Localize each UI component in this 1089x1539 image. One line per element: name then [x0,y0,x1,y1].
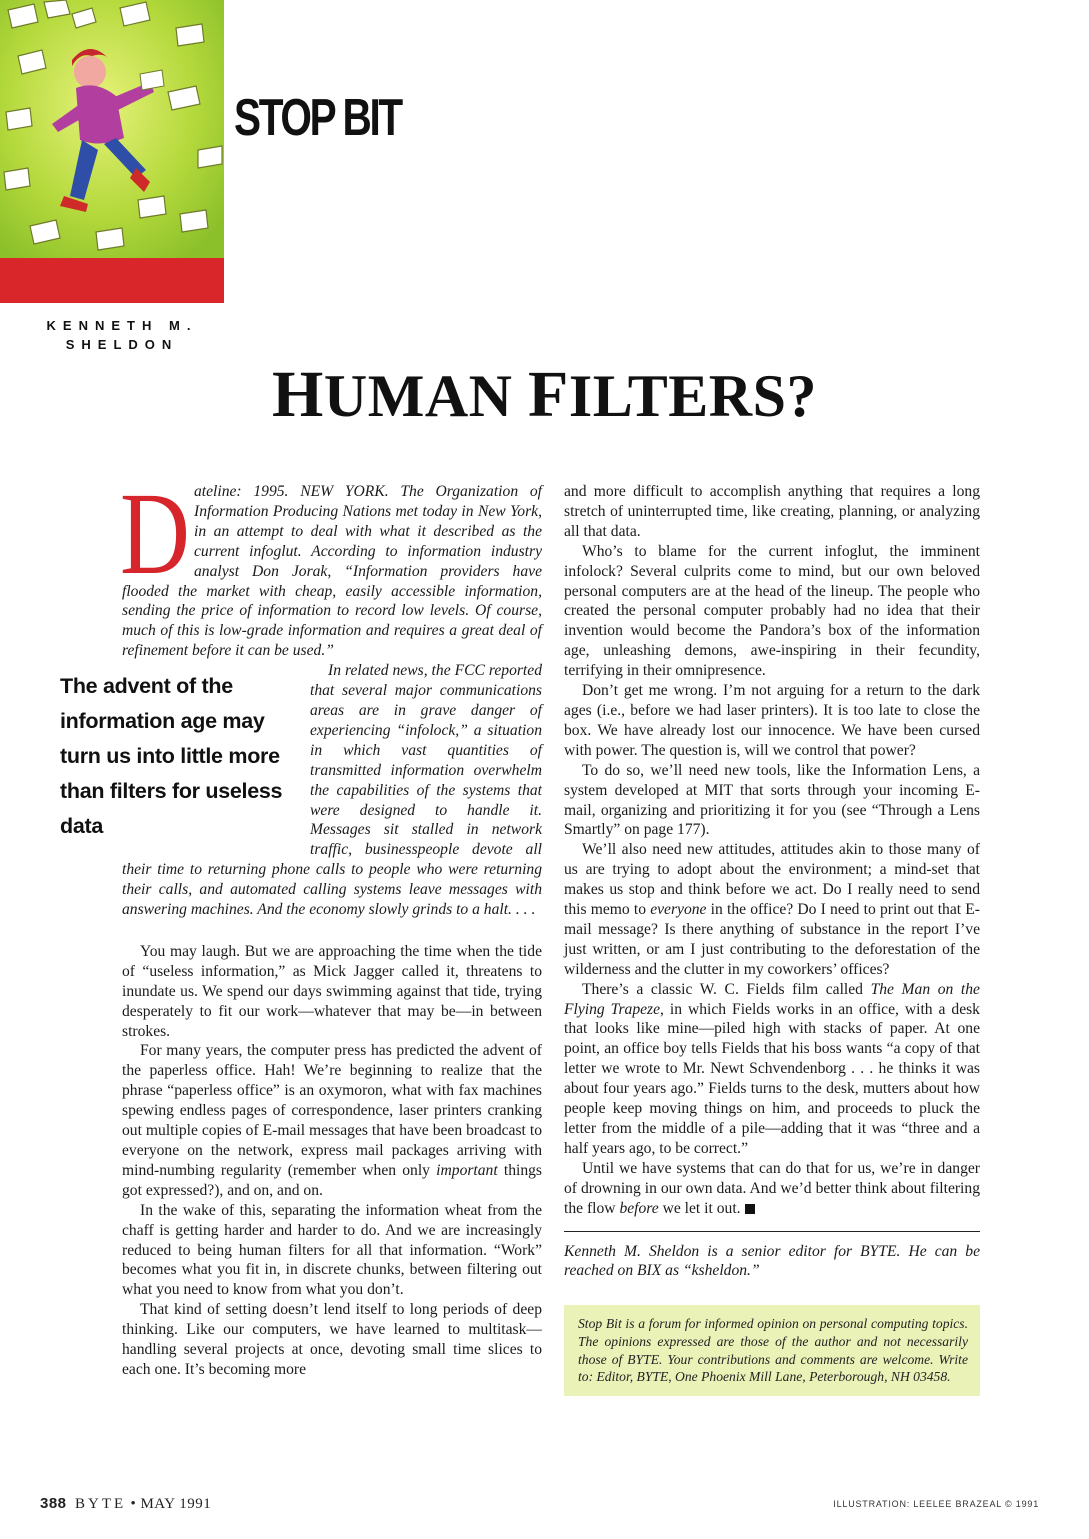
body-text: in the office? Do I need to print out that E-mail message? Is there anything of substance in the report I’ve just written, or am I just contributing to the deforestation of the wilderness and the clutter in my coworkers’ offices? [564,901,980,978]
film-title: The Man on the Flying Trapeze [564,980,980,1018]
body-paragraph: To do so, we’ll need new tools, like the Information Lens, a system developed at MIT that sorts through your incoming E-mail, organizing and prioritizing it for you (see “Through a Lens Smartly” on page 177). [564,761,980,839]
drop-cap: D [120,468,190,599]
illustration-running-figure [0,0,224,303]
magazine-name: BYTE [75,1496,127,1512]
author-bio: Kenneth M. Sheldon is a senior editor for BYTE. He can be reached on BIX as “ksheldon.” [564,1242,980,1280]
right-column [564,482,980,1396]
emphasis-text: everyone [650,901,707,919]
body-text: There’s a classic W. C. Fields film called [582,980,871,998]
column-disclaimer-box: Stop Bit is a forum for informed opinion on personal computing topics. The opinions expressed are those of the author and not necessarily those of BYTE. Your contributions and comments are welcome. Write to: Editor, BYTE, One Phoenix Mill Lane, Peterborough, NH 03458. [564,1305,980,1395]
body-text: things got expressed?), and on, and on. [122,1161,543,1199]
body-paragraph [122,1041,542,1200]
article-headline [0,360,1089,431]
body-paragraph [564,980,980,1159]
end-mark-icon [745,1204,755,1214]
body-paragraph [564,1159,980,1219]
body-paragraph: Who’s to blame for the current infoglut, the imminent infolock? Several culprits come to mind, but our own beloved personal computers are at the head of the lineup. The people who created the personal computer probably had no idea that their invention would become the Pandora’s box of the information age, unleashing demons, awe-inspiring in their fecundity, terrifying in their omnipresence. [564,542,980,680]
body-paragraph: In the wake of this, separating the information wheat from the chaff is getting harder and harder to do. And we are increasingly reduced to being human filters for all that information. “Work” becomes what you fit in, in discrete chunks, between filtering out what you need to know from what you don’t. [122,1201,542,1299]
body-paragraph: Don’t get me wrong. I’m not arguing for a return to the dark ages (i.e., before we had laser printers). It is too late to close the box. We have already lost our innocence. We have been cursed with power. The question is, will we control that power? [564,682,980,759]
body-text: Until we have systems that can do that for us, we’re in danger of drowning in our own data. And we’d better think about filtering the flow [564,1159,980,1217]
body-paragraph: That kind of setting doesn’t lend itself to long periods of deep thinking. Like our computers, we have learned to multitask—handling several projects at once, devoting small time slices to each one. It’s becoming more [122,1301,542,1378]
body-text: we let it out. [658,1199,741,1217]
page-footer [40,1495,211,1513]
left-column [60,468,543,1380]
column-label: STOP BIT [234,89,401,147]
pull-quote: The advent of the information age may turn us into little more than filters for useless data [60,674,283,839]
divider [564,1231,980,1232]
footer-separator: • [130,1496,137,1512]
author-first-name: KENNETH M. [46,318,198,333]
body-paragraph [564,840,980,979]
byline [22,316,222,354]
intro-paragraph: ateline: 1995. NEW YORK. The Organization of Information Producing Nations met today in New York, in an attempt to deal with what it described as the current infoglut. According to information industry analyst Don Jorak, “Information providers have flooded the market with cheap, easily accessible information, sending the price of information to record low levels. Of course, much of this is low-grade information and requires a great deal of refinement before it can be used.” [122,483,542,660]
headline-rest-2: ILTERS? [568,363,817,429]
headline-rest-1: UMAN [323,363,529,429]
intro-paragraph: In related news, the FCC reported that several major communications areas are in grave danger of experiencing “infolock,” a situation in which vast quantities of transmitted information overwhelm the capabilities of the systems that were designed to handle it. Messages sit stalled in network traffic, businesspeople devote all their time to returning phone calls to people who were returning their calls, and automated calling systems leave messages with answering machines. And the economy slowly grinds to a halt. . . . [122,662,542,919]
issue-date: MAY 1991 [140,1496,212,1512]
headline-cap-1: H [272,358,324,431]
emphasis-text: important [436,1161,498,1179]
body-text: For many years, the computer press has predicted the advent of the paperless office. Hah! We’re beginning to realize that the phrase “paperless office” is an oxymoron, what with fax machines spewing endless pages of correspondence, laser printers cranking out multiple copies of E-mail messages that have been broadcast to everyone on the network, express mail packages arriving with mind-numbing regularity (remember when only [122,1042,542,1179]
body-text: We’ll also need new attitudes, attitudes akin to those many of us are trying to adopt about the environment; a mind-set that makes us stop and think before we act. Do I really need to send this memo to [564,841,980,919]
body-paragraph: and more difficult to accomplish anything that requires a long stretch of uninterrupted time, like creating, planning, or analyzing all that data. [564,483,980,540]
body-paragraph: You may laugh. But we are approaching the time when the tide of “useless information,” as Mick Jagger called it, threatens to inundate us. We spend our days swimming against that tide, trying desperately to fit our work—whatever that may be—in between strokes. [122,942,542,1040]
headline-cap-2: F [528,358,569,431]
body-text: , in which Fields works in an office, with a desk that looks like mine—piled high with stacks of paper. At one point, an office boy tells Fields that his boss wants “a copy of that letter we wrote to Mr. Newt Schvendenborg . . . he thinks it was about four years ago.” Fields turns to the desk, mutters about how people keep moving things on him, and proceeds to pluck the letter from the middle of a pile—adding that it was “three and a half years ago, to be correct.” [564,1000,980,1157]
emphasis-text: before [619,1199,659,1217]
page-number: 388 [40,1495,67,1512]
illustration-credit: ILLUSTRATION: LEELEE BRAZEAL © 1991 [833,1499,1039,1509]
author-last-name: SHELDON [65,337,179,352]
